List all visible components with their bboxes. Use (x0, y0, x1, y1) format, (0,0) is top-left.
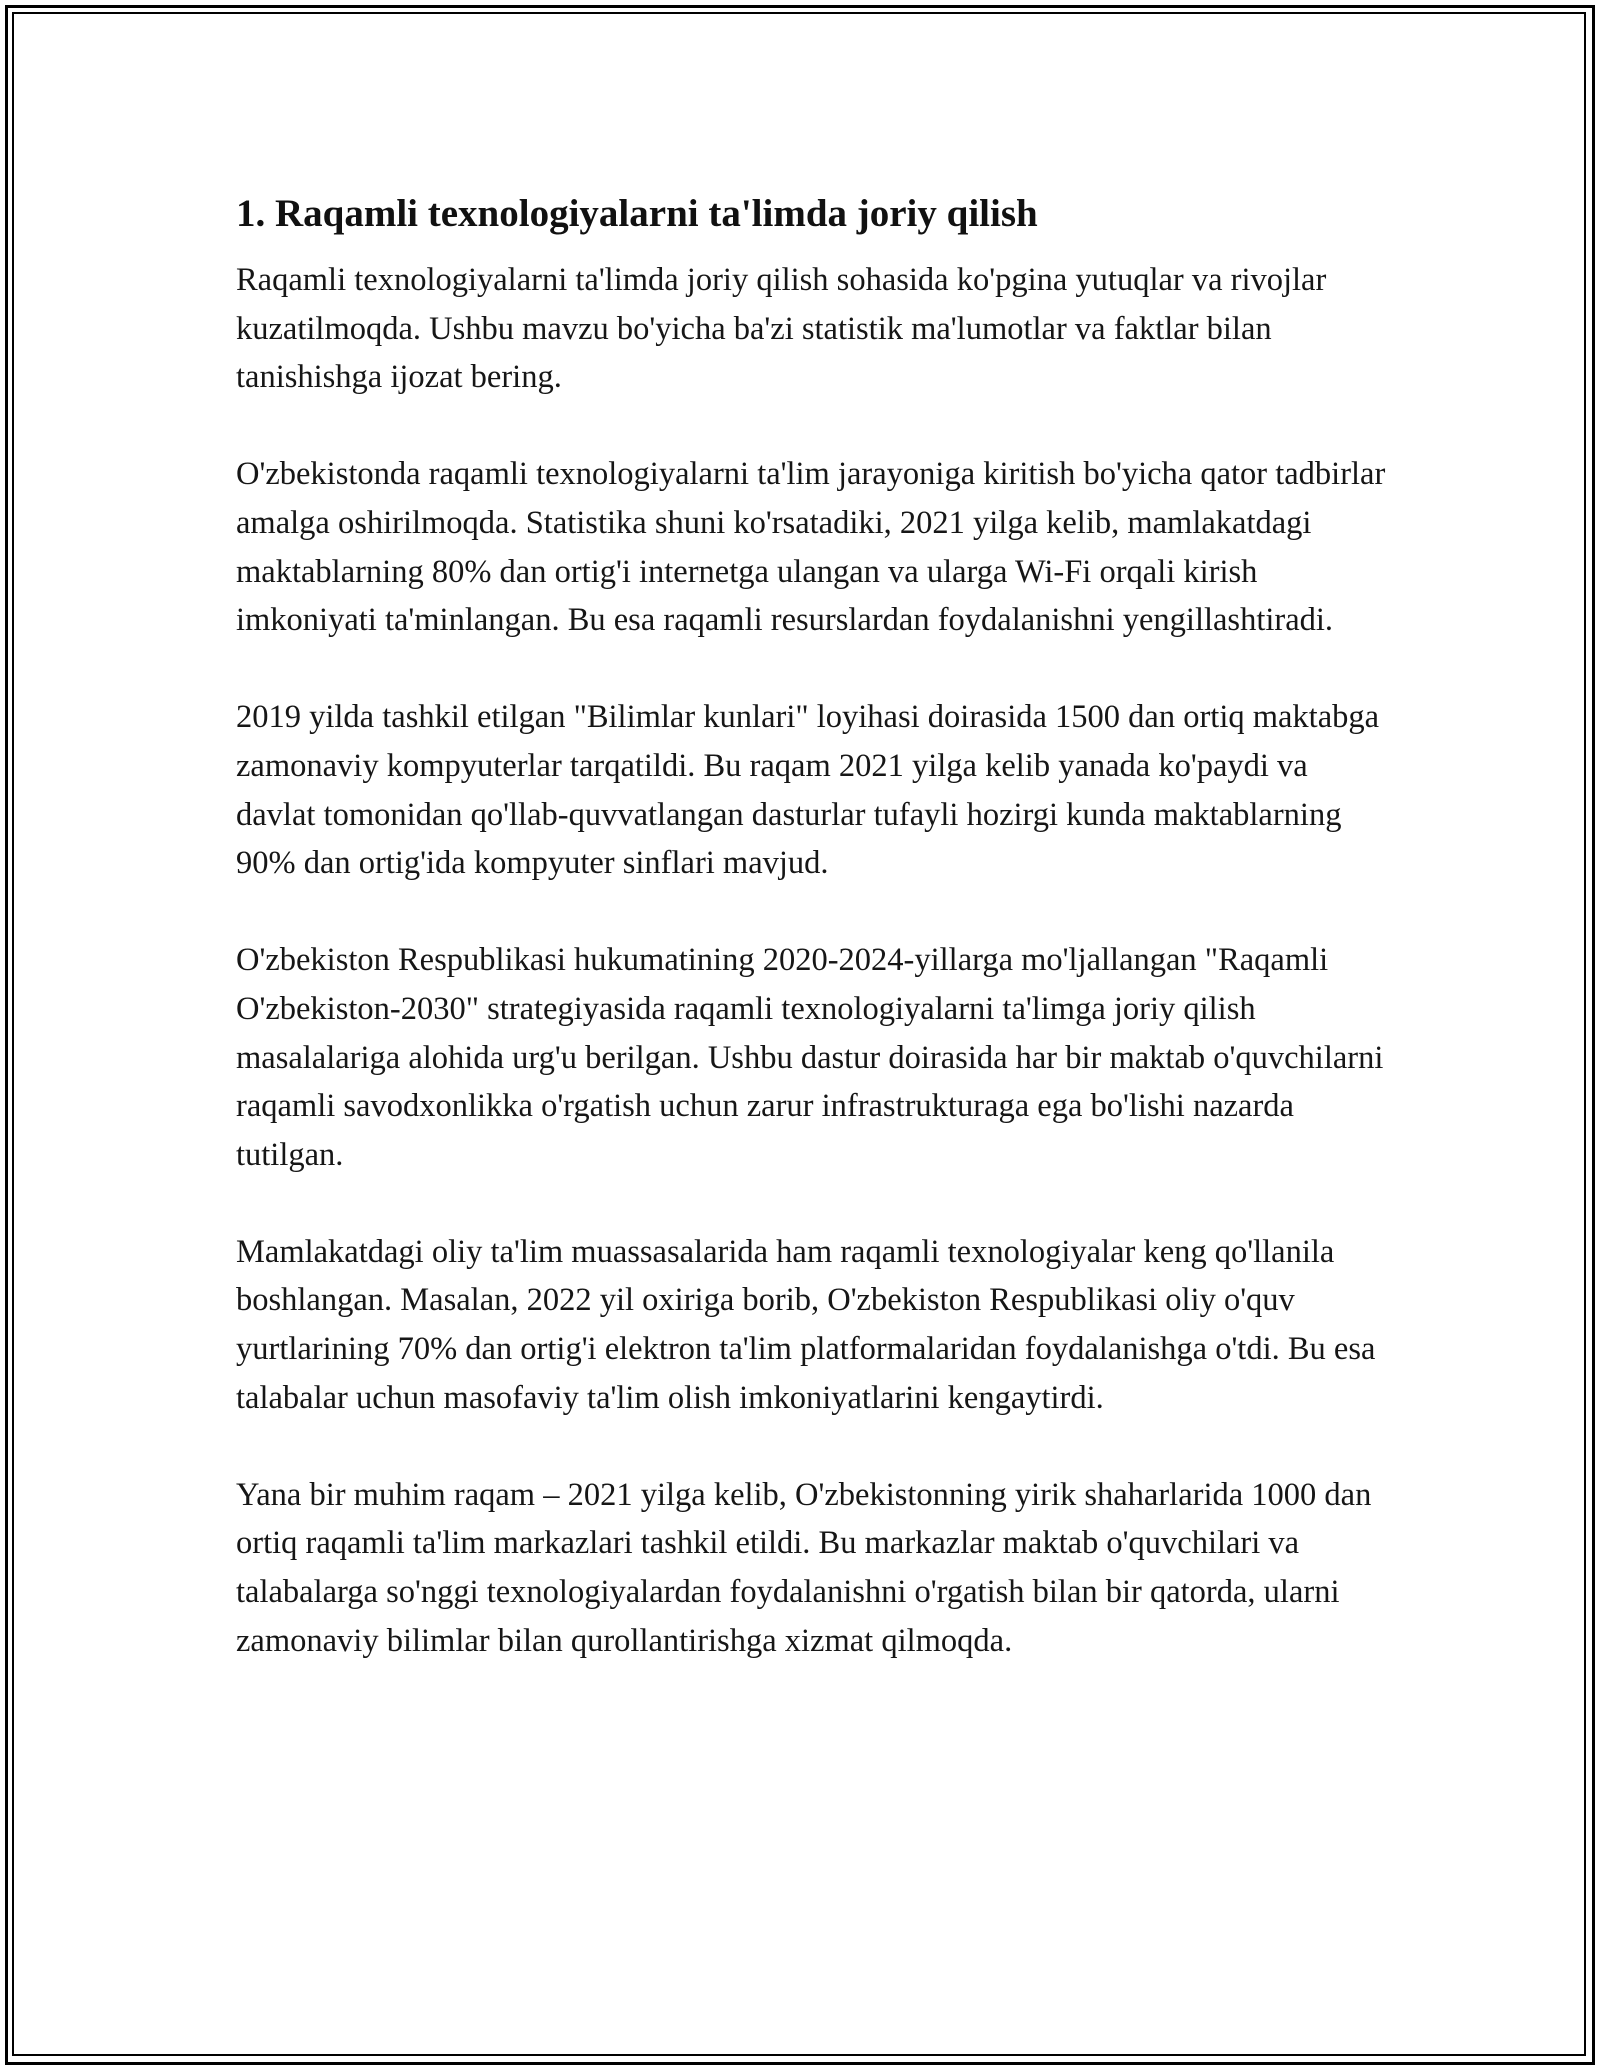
section-title: 1. Raqamli texnologiyalarni ta'limda joriy qilish (236, 192, 1038, 235)
paragraph-higher-education: Mamlakatdagi oliy ta'lim muassasalarida ham raqamli texnologiyalar keng qo'llanila boshlangan. Masalan, 2022 yil oxiriga borib, O'zbekiston Respublikasi oliy o'quv yurtlarining 70% dan ortig'i elektron ta'lim platformalaridan foydalanishga o'tdi. Bu esa talabalar uchun masofaviy ta'lim olish imkoniyatlarini kengaytirdi. (236, 1233, 1376, 1416)
paragraph-digital-centers: Yana bir muhim raqam – 2021 yilga kelib, O'zbekistonning yirik shaharlarida 1000 dan ortiq raqamli ta'lim markazlari tashkil etildi. Bu markazlar maktab o'quvchilari va talabalarga so'nggi texnologiyalardan foydalanishni o'rgatish bilan bir qatorda, ularni zamonaviy bilimlar bilan qurollantirishga xizmat qilmoqda. (236, 1476, 1372, 1659)
paragraph-computers: 2019 yilda tashkil etilgan "Bilimlar kunlari" loyihasi doirasida 1500 dan ortiq maktabga zamonaviy kompyuterlar tarqatildi. Bu raqam 2021 yilga kelib yanada ko'paydi va davlat tomonidan qo'llab-quvvatlangan dasturlar tufayli hozirgi kunda maktablarning 90% dan ortig'ida kompyuter sinflari mavjud. (236, 699, 1380, 882)
paragraph-strategy: O'zbekiston Respublikasi hukumatining 2020-2024-yillarga mo'ljallangan "Raqamli O'zbekiston-2030" strategiyasida raqamli texnologiyalarni ta'limga joriy qilish masalalariga alohida urg'u berilgan. Ushbu dastur doirasida har bir maktab o'quvchilarni raqamli savodxonlikka o'rgatish uchun zarur infrastrukturaga ega bo'lishi nazarda tutilgan. (236, 942, 1384, 1173)
paragraph-school-internet: O'zbekistonda raqamli texnologiyalarni ta'lim jarayoniga kiritish bo'yicha qator tadbirlar amalga oshirilmoqda. Statistika shuni ko'rsatadiki, 2021 yilga kelib, mamlakatdagi maktablarning 80% dan ortig'i internetga ulangan va ularga Wi-Fi orqali kirish imkoniyati ta'minlangan. Bu esa raqamli resurslardan foydalanishni yengillashtiradi. (236, 456, 1386, 639)
paragraph-intro: Raqamli texnologiyalarni ta'limda joriy qilish sohasida ko'pgina yutuqlar va rivojlar kuzatilmoqda. Ushbu mavzu bo'yicha ba'zi statistik ma'lumotlar va faktlar bilan tanishishga ijozat bering. (236, 262, 1327, 396)
document-body (236, 186, 1386, 1665)
